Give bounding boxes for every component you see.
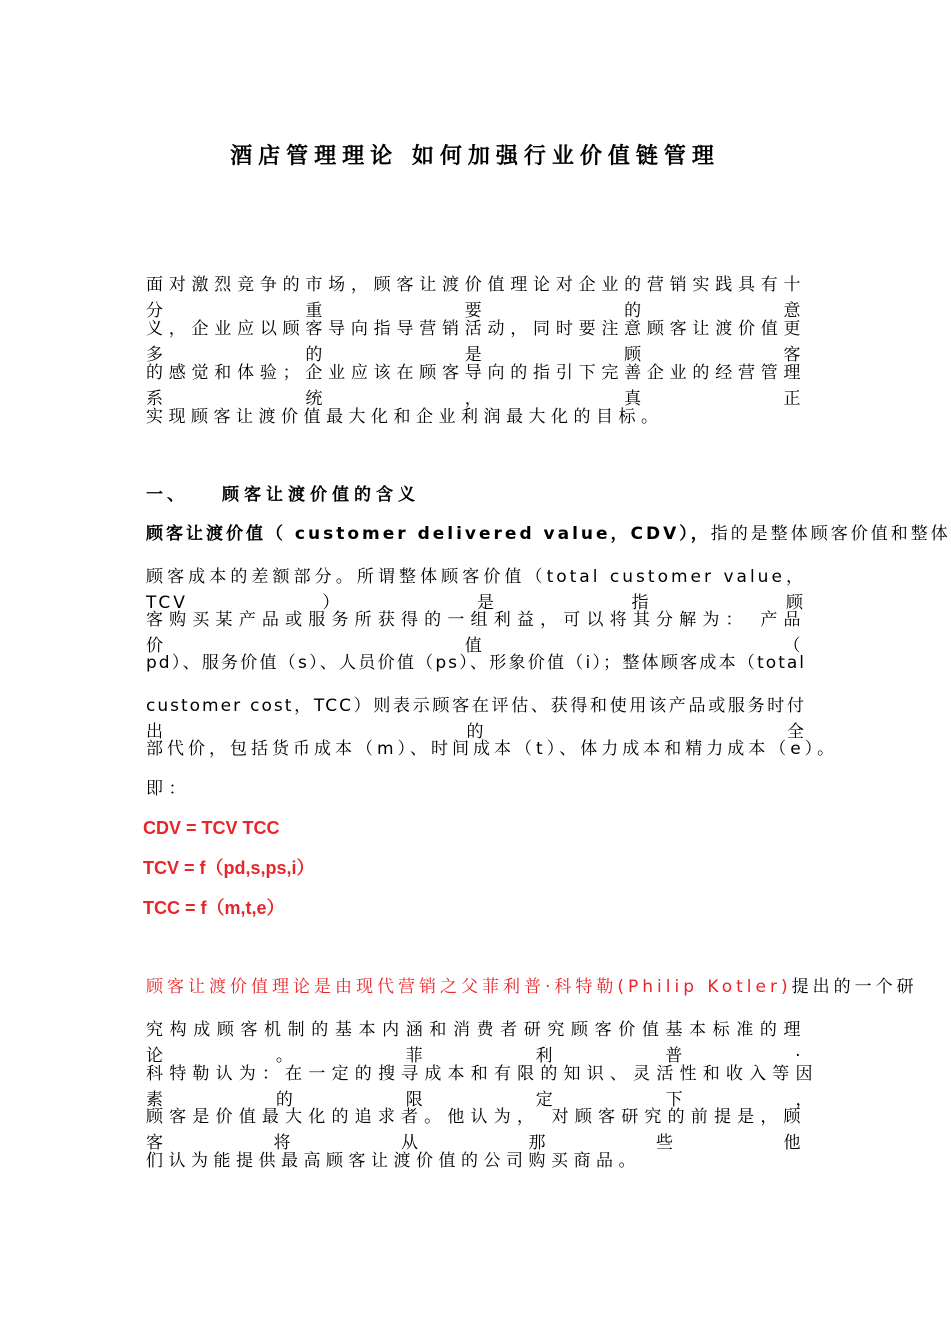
kotler-line-5: 们认为能提供最高顾客让渡价值的公司购买商品。 bbox=[146, 1151, 641, 1171]
kotler-line-3: 科特勒认为：在一定的搜寻成本和有限的知识、灵活性和收入等因素的限定下， bbox=[146, 1064, 818, 1110]
body-line-3: pd）、服务价值（s）、人员价值（ps）、形象价值（i）；整体顾客成本（total bbox=[146, 653, 806, 673]
body-line-4: customer cost，TCC）则表示顾客在评估、获得和使用该产品或服务时付出的全 bbox=[146, 696, 806, 742]
body-line-6: 即： bbox=[146, 779, 191, 799]
intro-line-3: 的感觉和体验；企业应该在顾客导向的指引下完善企业的经营管理系统，真正 bbox=[146, 363, 806, 409]
intro-line-2: 义，企业应以顾客导向指导营销活动，同时要注意顾客让渡价值更多的是顾客 bbox=[146, 319, 806, 365]
kotler-attribution: 顾客让渡价值理论是由现代营销之父菲利普·科特勒(Philip Kotler) bbox=[146, 977, 792, 997]
intro-line-1: 面对激烈竞争的市场，顾客让渡价值理论对企业的营销实践具有十分重要的意 bbox=[146, 275, 806, 321]
formula-tcc: TCC = f（m,t,e） bbox=[143, 898, 285, 918]
definition-term: 顾客让渡价值（ customer delivered value，CDV）， bbox=[146, 524, 711, 544]
body-line-2: 客购买某产品或服务所获得的一组利益，可以将其分解为： 产品价值（ bbox=[146, 610, 806, 656]
kotler-line-1 bbox=[146, 974, 918, 1000]
page-title: 酒店管理理论 如何加强行业价值链管理 bbox=[230, 144, 720, 169]
section-heading: 顾客让渡价值的含义 bbox=[222, 485, 420, 505]
intro-line-4: 实现顾客让渡价值最大化和企业利润最大化的目标。 bbox=[146, 407, 664, 427]
formula-tcv: TCV = f（pd,s,ps,i） bbox=[143, 858, 315, 878]
body-line-1: 顾客成本的差额部分。所谓整体顾客价值（total customer value，TCV）是指顾 bbox=[146, 567, 806, 613]
kotler-line-1-rest: 提出的一个研 bbox=[791, 977, 918, 997]
kotler-line-4: 顾客是价值最大化的追求者。他认为， 对顾客研究的前提是，顾客将从那些他 bbox=[146, 1107, 806, 1153]
formula-cdv: CDV = TCV TCC bbox=[143, 818, 280, 838]
body-line-5: 部代价，包括货币成本（m）、时间成本（t）、体力成本和精力成本（e）。 bbox=[146, 739, 839, 759]
kotler-line-2: 究构成顾客机制的基本内涵和消费者研究顾客价值基本标准的理论。菲利普· bbox=[146, 1020, 806, 1066]
definition-line bbox=[146, 521, 951, 547]
section-number: 一、 bbox=[146, 485, 188, 505]
definition-rest: 指的是整体顾客价值和整体 bbox=[710, 524, 951, 544]
